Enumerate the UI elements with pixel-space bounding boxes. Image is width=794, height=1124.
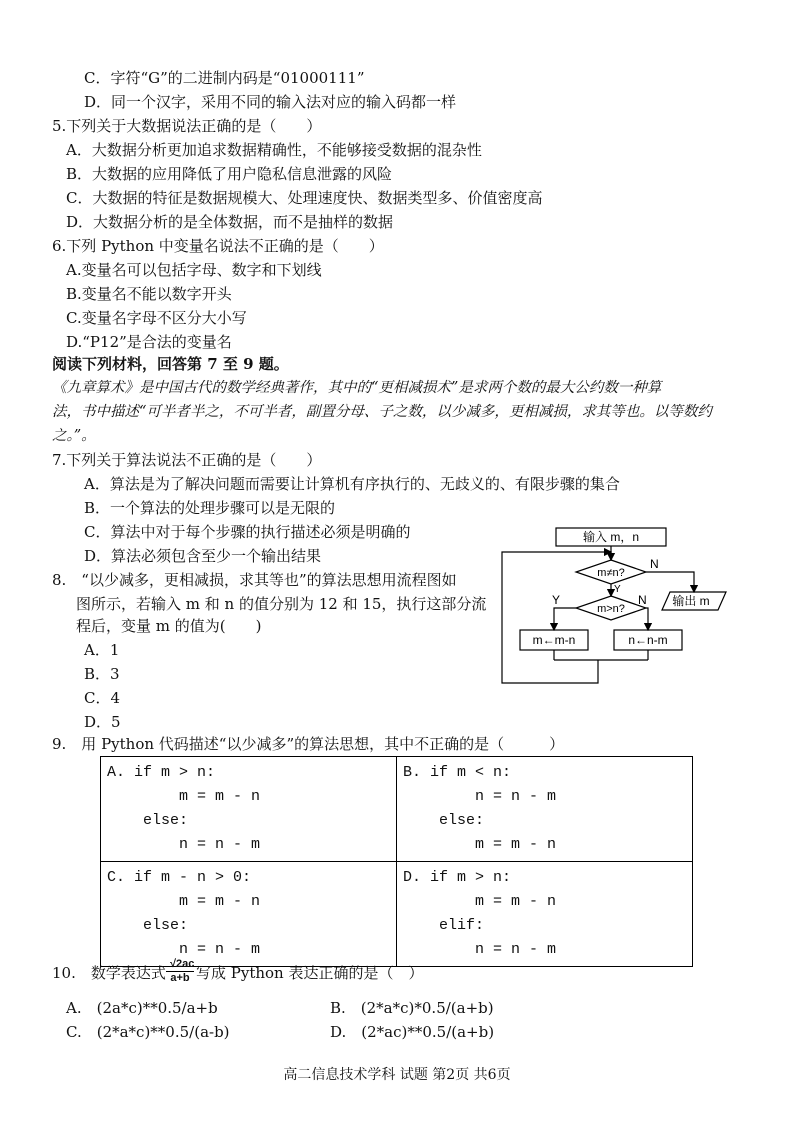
code-line: B. if m < n: xyxy=(403,764,512,781)
q5-option-c: C．大数据的特征是数据规模大、处理速度快、数据类型多、价值密度高 xyxy=(66,189,543,207)
reading-heading: 阅读下列材料，回答第 7 至 9 题。 xyxy=(52,355,289,373)
flowchart-output-label: 输出 m xyxy=(672,594,710,608)
q9-option-b-cell xyxy=(397,757,693,862)
q6-option-d: D.“P12”是合法的变量名 xyxy=(66,333,232,351)
page-footer: 高二信息技术学科 试题 第2页 共6页 xyxy=(283,1067,511,1083)
code-line: m = m - n xyxy=(107,788,261,805)
q10-option-a: A. (2a*c)**0.5/a+b xyxy=(66,999,218,1017)
flowchart-left-op-label: m←m-n xyxy=(532,633,576,647)
q8-stem-line-3: 程后，变量 m 的值为( ) xyxy=(76,617,262,635)
reading-line-1: 《九章算术》是中国古代的数学经典著作，其中的“更相减损术”是求两个数的最大公约数一种算 xyxy=(52,380,662,396)
flowchart-no-label-2: N xyxy=(638,593,647,607)
code-line: C. if m - n > 0: xyxy=(107,869,252,886)
q9-option-d-cell xyxy=(397,862,693,967)
q7-stem: 7.下列关于算法说法不正确的是（ ） xyxy=(52,451,322,469)
q8-stem-line-1: 8. “以少减多，更相减损，求其等也”的算法思想用流程图如 xyxy=(52,571,457,589)
q8-stem-line-2: 图所示，若输入 m 和 n 的值分别为 12 和 15，执行这部分流 xyxy=(76,595,487,613)
q10-stem-suffix: 写成 Python 表达正确的是（ ） xyxy=(196,964,424,982)
q6-option-c: C.变量名字母不区分大小写 xyxy=(66,309,247,327)
flowchart-cond2-label: m>n? xyxy=(597,603,625,615)
flowchart-right-op-label: n←n-m xyxy=(628,633,668,647)
code-line: m = m - n xyxy=(403,836,557,853)
q6-option-a: A.变量名可以包括字母、数字和下划线 xyxy=(66,261,322,279)
q9-option-a-cell xyxy=(101,757,397,862)
q5-option-a: A．大数据分析更加追求数据精确性，不能够接受数据的混杂性 xyxy=(66,141,482,159)
code-line: m = m - n xyxy=(107,893,261,910)
q10-option-c: C. (2*a*c)**0.5/(a-b) xyxy=(66,1023,230,1041)
flowchart-yes-label-1: Y xyxy=(614,584,621,595)
q4-option-c: C．字符“G”的二进制内码是“01000111” xyxy=(84,69,365,87)
code-line: else: xyxy=(403,812,485,829)
q9-option-c-cell xyxy=(101,862,397,967)
code-line: n = n - m xyxy=(403,941,557,958)
flowchart-cond1-label: m≠n? xyxy=(597,567,625,579)
q4-option-d: D．同一个汉字，采用不同的输入法对应的输入码都一样 xyxy=(84,93,457,111)
q7-option-d: D．算法必须包含至少一个输出结果 xyxy=(84,547,322,565)
reading-line-3: 之。”。 xyxy=(52,428,96,444)
q10-option-b: B. (2*a*c)*0.5/(a+b) xyxy=(330,999,494,1017)
q10-stem-prefix: 10. 数学表达式 xyxy=(52,964,166,982)
flowchart-input-label: 输入 m，n xyxy=(582,530,640,544)
q7-option-b: B．一个算法的处理步骤可以是无限的 xyxy=(84,499,336,517)
q10-option-d: D. (2*ac)**0.5/(a+b) xyxy=(330,1023,495,1041)
code-line: D. if m > n: xyxy=(403,869,512,886)
q8-option-c: C．4 xyxy=(84,689,121,707)
q5-stem: 5.下列关于大数据说法正确的是（ ） xyxy=(52,117,322,135)
q9-stem: 9. 用 Python 代码描述“以少减多”的算法思想，其中不正确的是（ ） xyxy=(52,735,565,753)
q6-option-b: B.变量名不能以数字开头 xyxy=(66,285,232,303)
code-line: else: xyxy=(107,812,189,829)
flowchart-no-label-1: N xyxy=(650,557,659,571)
code-line: m = m - n xyxy=(403,893,557,910)
q7-option-c: C．算法中对于每个步骤的执行描述必须是明确的 xyxy=(84,523,411,541)
q8-option-a: A．1 xyxy=(84,641,120,659)
q10-fraction-numerator: √2ac xyxy=(166,958,194,972)
q6-stem: 6.下列 Python 中变量名说法不正确的是（ ） xyxy=(52,237,384,255)
code-line: elif: xyxy=(403,917,485,934)
q8-option-b: B．3 xyxy=(84,665,120,683)
flowchart xyxy=(498,520,754,688)
code-line: else: xyxy=(107,917,189,934)
flowchart-yes-label-2: Y xyxy=(552,593,561,607)
reading-line-2: 法，书中描述“可半者半之，不可半者，副置分母、子之数，以少减多，更相减损，求其等也。以等数约 xyxy=(52,404,712,420)
q10-fraction-denominator: a+b xyxy=(170,972,190,984)
code-line: n = n - m xyxy=(107,941,261,958)
code-line: n = n - m xyxy=(403,788,557,805)
q5-option-b: B．大数据的应用降低了用户隐私信息泄露的风险 xyxy=(66,165,393,183)
q7-option-a: A．算法是为了解决问题而需要让计算机有序执行的、无歧义的、有限步骤的集合 xyxy=(84,475,620,493)
code-line: A. if m > n: xyxy=(107,764,216,781)
code-line: n = n - m xyxy=(107,836,261,853)
q8-option-d: D．5 xyxy=(84,713,121,731)
q10-fraction xyxy=(166,958,194,985)
q9-code-table xyxy=(100,756,693,967)
q5-option-d: D．大数据分析的是全体数据，而不是抽样的数据 xyxy=(66,213,394,231)
